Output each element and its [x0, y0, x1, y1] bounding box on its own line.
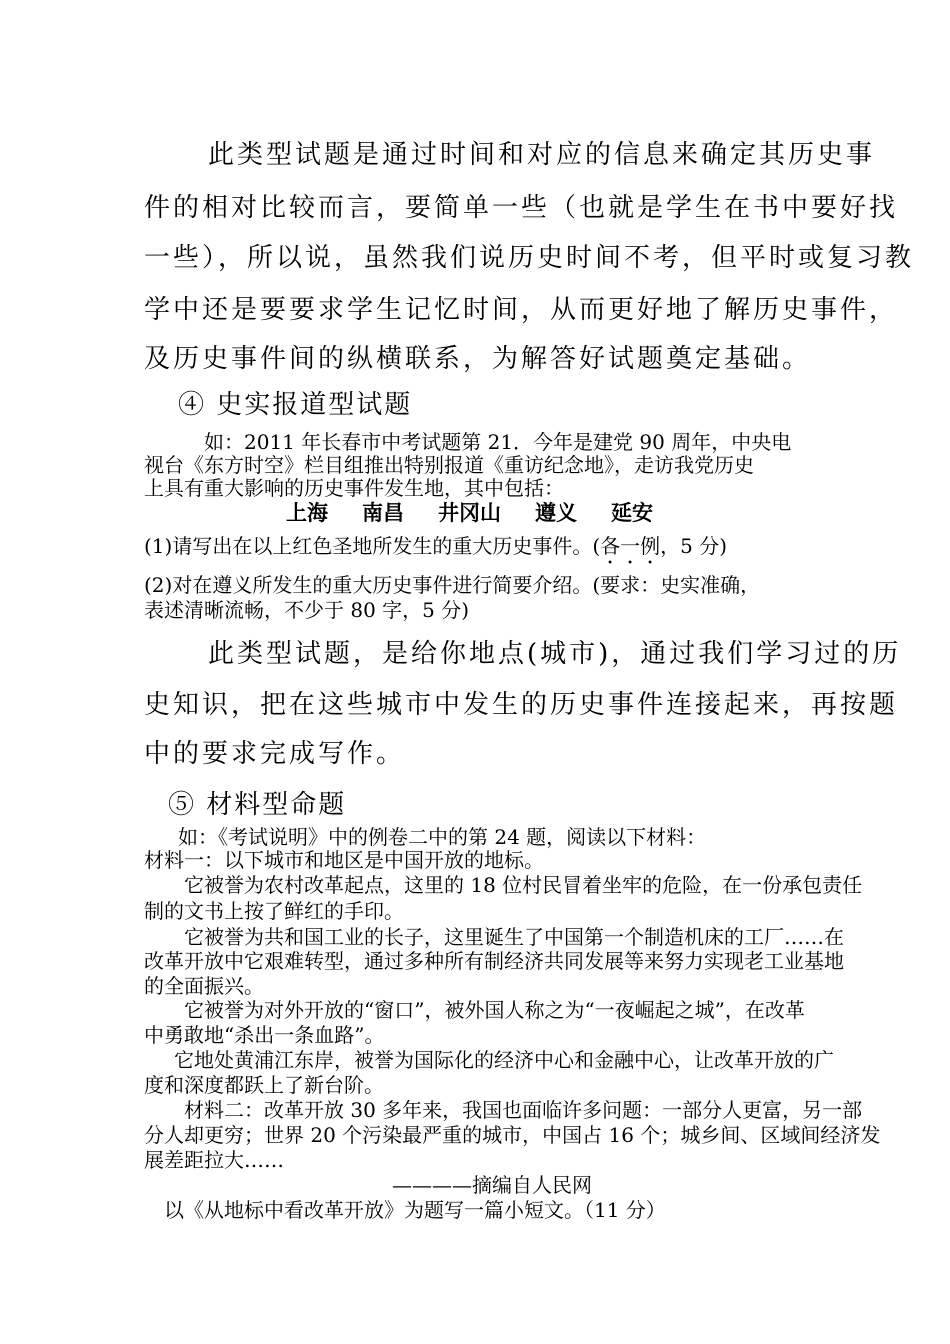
para1-line-5: 及历史事件间的纵横联系，为解答好试题奠定基础。 — [144, 344, 812, 374]
city-jinggangshan: 井冈山 — [438, 501, 501, 525]
section5-line-8: 它被誉为对外开放的“窗口”，被外国人称之为“一夜崛起之城”，在改革 — [184, 998, 805, 1022]
section5-line-14: 展差距拉大…… — [144, 1148, 284, 1172]
section5-line-12: 材料二：改革开放 30 多年来，我国也面临许多问题：一部分人更富，另一部 — [184, 1098, 863, 1122]
question-2-line-1: (2)对在遵义所发生的重大历史事件进行简要介绍。(要求：史实准确， — [144, 573, 761, 597]
section5-heading: ⑤ 材料型命题 — [168, 790, 347, 820]
section5-line-3: 它被誉为农村改革起点，这里的 18 位村民冒着坐牢的危险，在一份承包责任 — [184, 873, 863, 897]
section5-line-6: 改革开放中它艰难转型，通过多种所有制经济共同发展等来努力实现老工业基地 — [144, 949, 844, 973]
city-zunyi: 遵义 — [535, 501, 577, 525]
para2-line-1: 此类型试题，是给你地点(城市)，通过我们学习过的历 — [208, 639, 902, 669]
section5-line-5: 它被誉为共和国工业的长子，这里诞生了中国第一个制造机床的工厂……在 — [184, 925, 844, 949]
question-1 — [144, 533, 727, 569]
section4-example-line-1: 如：2011 年长春市中考试题第 21．今年是建党 90 周年，中央电 — [204, 430, 792, 454]
question-2-line-2: 表述清晰流畅，不少于 80 字，5 分) — [144, 598, 470, 622]
section5-line-4: 制的文书上按了鲜红的手印。 — [144, 899, 404, 923]
city-yanan: 延安 — [611, 501, 653, 525]
city-shanghai: 上海 — [286, 501, 328, 525]
para1-line-3: 一些），所以说，虽然我们说历史时间不考，但平时或复习教 — [144, 243, 915, 273]
city-nanchang: 南昌 — [362, 501, 404, 525]
question-1-text: (1)请写出在以上红色圣地所发生的重大历史事件。( — [144, 534, 601, 558]
para1-line-1: 此类型试题是通过时间和对应的信息来确定其历史事 — [208, 140, 876, 170]
source-attribution: ————摘编自人民网 — [392, 1173, 592, 1197]
para1-line-4: 学中还是要要求学生记忆时间，从而更好地了解历史事件， — [144, 295, 899, 325]
section5-line-7: 的全面振兴。 — [144, 974, 264, 998]
para2-line-3: 中的要求完成写作。 — [144, 739, 406, 769]
section5-line-9: 中勇敢地“杀出一条血路”。 — [144, 1023, 385, 1047]
section5-line-10: 它地处黄浦江东岸，被誉为国际化的经济中心和金融中心，让改革开放的广 — [174, 1048, 834, 1072]
writing-prompt: 以《从地标中看改革开放》为题写一篇小短文。（11 分） — [164, 1198, 666, 1222]
city-list — [286, 497, 687, 527]
section4-example-line-3: 上具有重大影响的历史事件发生地，其中包括： — [144, 476, 564, 500]
section5-line-1: 如：《考试说明》中的例卷二中的第 24 题，阅读以下材料： — [178, 825, 707, 849]
question-1-emphasis: 各一例 — [600, 534, 661, 558]
section5-line-2: 材料一：以下城市和地区是中国开放的地标。 — [144, 848, 544, 872]
question-1-score: ，5 分) — [660, 534, 728, 558]
section5-line-13: 分人却更穷；世界 20 个污染最严重的城市，中国占 16 个；城乡间、区域间经济发 — [144, 1123, 881, 1147]
para1-line-2: 件的相对比较而言，要简单一些（也就是学生在书中要好找 — [144, 193, 899, 223]
section4-example-line-2: 视台《东方时空》栏目组推出特别报道《重访纪念地》，走访我党历史 — [144, 453, 754, 477]
section4-heading: ④ 史实报道型试题 — [178, 390, 413, 420]
section5-line-11: 度和深度都跃上了新台阶。 — [144, 1073, 384, 1097]
para2-line-2: 史知识，把在这些城市中发生的历史事件连接起来，再按题 — [144, 690, 899, 720]
